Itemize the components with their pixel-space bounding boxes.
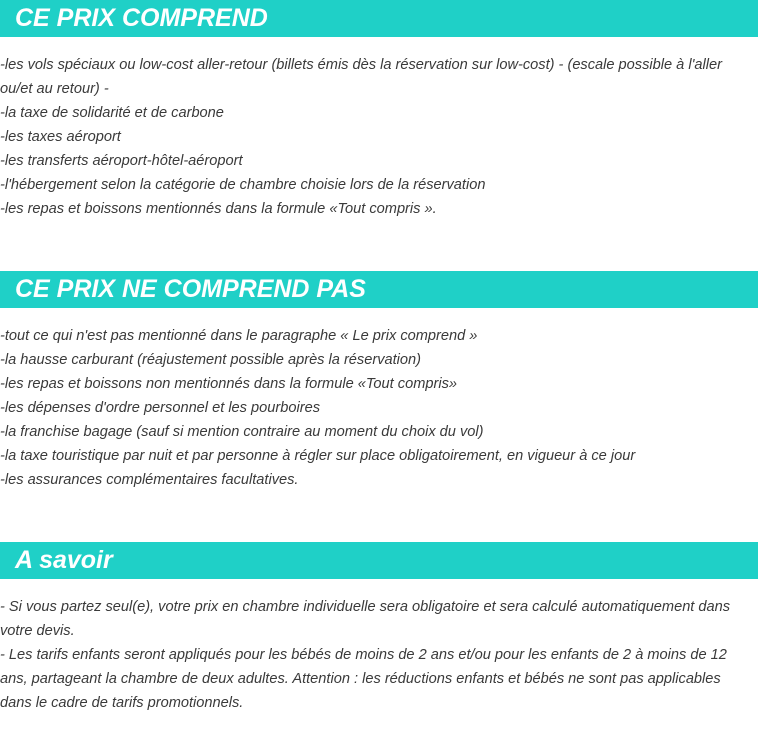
list-item: -les repas et boissons non mentionnés dans la formule «Tout compris» <box>0 376 457 392</box>
section-price-includes <box>0 0 758 221</box>
list-item: - Si vous partez seul(e), votre prix en chambre individuelle sera obligatoire et sera calculé automatiquement dans votre devis. <box>0 599 731 639</box>
section-body-good-to-know <box>0 595 758 715</box>
section-title-price-excludes: CE PRIX NE COMPREND PAS <box>0 271 758 308</box>
list-item: -les vols spéciaux ou low-cost aller-retour (billets émis dès la réservation sur low-cost) - (escale possible à l'aller ou/et au retour) - <box>0 57 722 97</box>
section-title-price-includes: CE PRIX COMPREND <box>0 0 758 37</box>
list-item: -les repas et boissons mentionnés dans la formule «Tout compris ». <box>0 201 437 217</box>
section-body-price-excludes <box>0 324 758 492</box>
list-item: - Les tarifs enfants seront appliqués pour les bébés de moins de 2 ans et/ou pour les enfants de 2 à moins de 12 ans, partageant la chambre de deux adultes. Attention : les réductions enfants et bébés ne sont pas applicables dans le cadre de tarifs promotionnels. <box>0 647 727 711</box>
list-item: -les assurances complémentaires facultatives. <box>0 472 299 488</box>
list-item: -l'hébergement selon la catégorie de chambre choisie lors de la réservation <box>0 177 486 193</box>
list-item: -la taxe touristique par nuit et par personne à régler sur place obligatoirement, en vigueur à ce jour <box>0 448 636 464</box>
list-item: -la franchise bagage (sauf si mention contraire au moment du choix du vol) <box>0 424 484 440</box>
list-item: -la taxe de solidarité et de carbone <box>0 105 224 121</box>
list-item: -les transferts aéroport-hôtel-aéroport <box>0 153 243 169</box>
section-good-to-know <box>0 542 758 715</box>
list-item: -la hausse carburant (réajustement possible après la réservation) <box>0 352 421 368</box>
section-price-excludes <box>0 271 758 492</box>
section-title-good-to-know: A savoir <box>0 542 758 579</box>
section-body-price-includes <box>0 53 758 221</box>
list-item: -les taxes aéroport <box>0 129 121 145</box>
list-item: -tout ce qui n'est pas mentionné dans le paragraphe « Le prix comprend » <box>0 328 478 344</box>
list-item: -les dépenses d'ordre personnel et les pourboires <box>0 400 320 416</box>
